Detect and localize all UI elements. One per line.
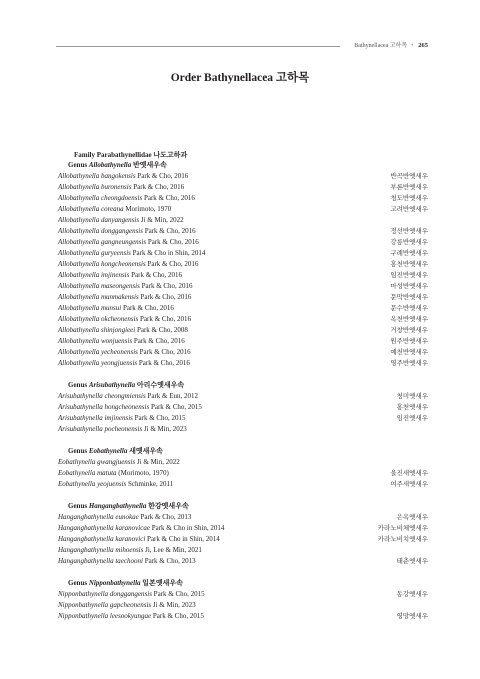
genus-name: Hangangbathynella [88, 502, 147, 510]
species-author: Park & Cho, 2015 [150, 403, 202, 411]
species-name: Nipponbathynella gapcheonensis [58, 601, 152, 609]
species-row [58, 303, 428, 314]
species-entry [58, 248, 205, 259]
species-row [58, 589, 428, 600]
species-row [58, 171, 428, 182]
species-entry [58, 325, 188, 336]
species-name: Allobathynella cheongdoensis [58, 194, 143, 202]
species-name: Arisubathynella pocheonensis [58, 425, 143, 433]
species-author: Park & Cho, 2013 [144, 557, 196, 565]
species-row [58, 248, 428, 259]
species-korean-name: 여주새옛새우 [390, 481, 428, 488]
species-name: Nipponbathynella leesookyungae [58, 612, 152, 620]
species-row [58, 226, 428, 237]
species-entry [58, 424, 187, 435]
species-row [58, 468, 428, 479]
genus-heading [58, 578, 428, 589]
genus-section [58, 160, 428, 369]
species-name: Allobathynella coreana [58, 205, 124, 213]
genus-label: Genus [68, 161, 89, 169]
species-entry [58, 479, 173, 490]
species-entry [58, 413, 186, 424]
header-rule [56, 46, 340, 47]
species-name: Allobathynella guryeensis [58, 249, 131, 257]
species-author: Park & Cho, 2008 [136, 326, 188, 334]
species-korean-name: 반곡반옛새우 [390, 173, 428, 180]
species-author: Park & Cho, 2016 [139, 348, 191, 356]
species-korean-name: 카라노비치옛새우 [377, 536, 428, 543]
species-row [58, 182, 428, 193]
genus-korean: 일본옛새우속 [142, 579, 183, 587]
species-author: Morimoto, 1970 [125, 205, 172, 213]
genus-label: Genus [68, 447, 89, 455]
species-author: Park & Cho, 2016 [133, 183, 185, 191]
species-author: Park & Cho, 2016 [131, 271, 183, 279]
species-author: (Morimoto, 1970) [118, 469, 169, 477]
genus-korean: 한강옛새우속 [148, 502, 189, 510]
taxa-list [58, 150, 428, 622]
species-row [58, 336, 428, 347]
species-name: Allobathynella donggangensis [58, 227, 143, 235]
species-author: Ji & Min, 2022 [136, 458, 180, 466]
species-row [58, 457, 428, 468]
species-entry [58, 611, 204, 622]
species-row [58, 600, 428, 611]
species-author: Park & Cho, 2016 [137, 172, 189, 180]
species-author: Schminke, 2011 [127, 480, 174, 488]
species-korean-name: 원주반옛새우 [390, 338, 428, 345]
species-entry [58, 457, 180, 468]
species-korean-name: 예천반옛새우 [390, 349, 428, 356]
species-author: Ji & Min, 2023 [143, 425, 187, 433]
genus-heading [58, 501, 428, 512]
genus-section [58, 446, 428, 490]
species-author: Park & Cho, 2016 [143, 194, 195, 202]
genus-heading [58, 446, 428, 457]
species-entry [58, 545, 202, 556]
species-row [58, 358, 428, 369]
species-row [58, 413, 428, 424]
genus-name: Nipponbathynella [88, 579, 141, 587]
species-author: Park & Cho, 2013 [140, 513, 192, 521]
species-author: Park & Cho, 2015 [153, 590, 205, 598]
species-name: Allobathynella wonjuensis [58, 337, 133, 345]
family-korean: 나도고하과 [153, 151, 188, 159]
species-entry [58, 523, 224, 534]
species-row [58, 204, 428, 215]
species-row [58, 479, 428, 490]
family-heading [58, 150, 428, 160]
genus-korean: 반옛새우속 [132, 161, 167, 169]
species-korean-name: 청도반옛새우 [390, 195, 428, 202]
page-title: Order Bathynellacea 고하목 [170, 72, 310, 84]
species-korean-name: 구례반옛새우 [390, 250, 428, 257]
species-name: Allobathynella munmakensis [58, 293, 139, 301]
species-name: Allobathynella hongcheonensis [58, 260, 146, 268]
genus-korean: 새옛새우속 [129, 447, 163, 455]
species-entry [58, 336, 185, 347]
species-korean-name: 동강옛새우 [396, 591, 428, 598]
species-author: Park & Eun, 2012 [147, 392, 198, 400]
species-korean-name: 임진옛새우 [396, 415, 428, 422]
species-entry [58, 600, 196, 611]
species-row [58, 347, 428, 358]
species-name: Eobathynella yeojuensis [58, 480, 127, 488]
species-author: Park & Cho, 2016 [140, 293, 192, 301]
species-entry [58, 259, 198, 270]
species-name: Eobathynella gwangjuensis [58, 458, 136, 466]
species-name: Hangangbathynella karanovici [58, 535, 146, 543]
species-row [58, 512, 428, 523]
species-korean-name: 홍천옛새우 [396, 404, 428, 411]
species-row [58, 281, 428, 292]
species-korean-name: 강릉반옛새우 [390, 239, 428, 246]
species-name: Allobathynella gangneungensis [58, 238, 147, 246]
genus-name: Arisubathynella [88, 381, 136, 389]
species-name: Arisubathynella cheongmiensis [58, 392, 146, 400]
species-row [58, 314, 428, 325]
species-korean-name: 청미옛새우 [396, 393, 428, 400]
genus-name: Allobathynella [88, 161, 132, 169]
species-entry [58, 534, 220, 545]
species-author: Ji & Min, 2023 [152, 601, 196, 609]
species-korean-name: 영망옛새우 [396, 613, 428, 620]
species-name: Allobathynella munsui [58, 304, 122, 312]
species-author: Park & Cho, 2016 [144, 227, 196, 235]
species-name: Allobathynella maseongensis [58, 282, 140, 290]
species-name: Hangangbathynella mihoensis [58, 546, 144, 554]
page-number: 265 [418, 42, 428, 49]
species-row [58, 391, 428, 402]
species-author: Park & Cho, 2016 [147, 238, 199, 246]
species-entry [58, 171, 188, 182]
species-name: Allobathynella danyangensis [58, 216, 140, 224]
species-entry [58, 292, 191, 303]
species-name: Arisubathynella imjinensis [58, 414, 133, 422]
species-name: Hangangbathynella eunokae [58, 513, 139, 521]
genus-label: Genus [68, 381, 89, 389]
running-title: Bathynellacea 고하목 [354, 43, 408, 49]
species-name: Hangangbathynella taechooni [58, 557, 143, 565]
species-korean-name: 문막반옛새우 [390, 294, 428, 301]
species-entry [58, 182, 184, 193]
species-entry [58, 347, 191, 358]
species-author: Park & Cho, 2016 [133, 337, 185, 345]
species-name: Allobathynella buronensis [58, 183, 132, 191]
species-row [58, 424, 428, 435]
species-author: Park & Cho, 2016 [140, 315, 191, 323]
species-row [58, 292, 428, 303]
species-korean-name: 카라노비체옛새우 [377, 525, 428, 532]
species-name: Allobathynella yecheonensis [58, 348, 138, 356]
species-korean-name: 옥천반옛새우 [390, 316, 428, 323]
family-name: Family Parabathynellidae [74, 151, 152, 159]
species-entry [58, 358, 190, 369]
species-korean-name: 임진반옛새우 [390, 272, 428, 279]
species-author: Park & Cho, 2016 [138, 359, 190, 367]
genus-name: Eobathynella [88, 447, 128, 455]
genus-heading [58, 160, 428, 171]
species-author: Ji & Min, 2022 [140, 216, 184, 224]
species-row [58, 237, 428, 248]
species-entry [58, 589, 205, 600]
species-korean-name: 홍천반옛새우 [390, 261, 428, 268]
header-separator: • [411, 43, 414, 49]
species-row [58, 215, 428, 226]
genus-heading [58, 380, 428, 391]
species-korean-name: 은옥옛새우 [396, 514, 428, 521]
species-entry [58, 402, 202, 413]
genus-korean: 아리수옛새우속 [136, 381, 185, 389]
species-entry [58, 226, 196, 237]
species-name: Allobathynella shinjongieei [58, 326, 136, 334]
species-name: Allobathynella bangokensis [58, 172, 136, 180]
species-author: Ji, Lee & Min, 2021 [145, 546, 202, 554]
species-entry [58, 314, 191, 325]
species-row [58, 545, 428, 556]
species-entry [58, 303, 174, 314]
species-row [58, 523, 428, 534]
species-name: Nipponbathynella donggangensis [58, 590, 152, 598]
species-row [58, 325, 428, 336]
species-author: Park & Cho, 2016 [147, 260, 199, 268]
species-author: Park & Cho in Shin, 2014 [151, 524, 225, 532]
genus-section [58, 380, 428, 435]
species-row [58, 193, 428, 204]
species-korean-name: 부론반옛새우 [390, 184, 428, 191]
species-entry [58, 270, 182, 281]
species-entry [58, 237, 199, 248]
species-name: Arisubathynella hongcheonensis [58, 403, 150, 411]
species-entry [58, 193, 195, 204]
species-korean-name: 마성반옛새우 [390, 283, 428, 290]
species-name: Allobathynella okcheonensis [58, 315, 139, 323]
species-row [58, 259, 428, 270]
species-author: Park & Cho, 2016 [122, 304, 174, 312]
species-entry [58, 204, 171, 215]
species-author: Park & Cho in Shin, 2014 [147, 535, 220, 543]
species-korean-name: 정선반옛새우 [390, 228, 428, 235]
species-row [58, 270, 428, 281]
species-entry [58, 512, 191, 523]
species-korean-name: 거창반옛새우 [390, 327, 428, 334]
species-row [58, 556, 428, 567]
species-author: Park & Cho in Shin, 2014 [132, 249, 206, 257]
species-name: Hangangbathynella karanovicae [58, 524, 150, 532]
species-entry [58, 281, 193, 292]
species-row [58, 534, 428, 545]
species-row [58, 402, 428, 413]
species-korean-name: 문수반옛새우 [390, 305, 428, 312]
species-author: Park & Cho, 2015 [134, 414, 186, 422]
species-korean-name: 고려반옛새우 [390, 206, 428, 213]
species-entry [58, 556, 196, 567]
species-name: Allobathynella imjinensis [58, 271, 130, 279]
species-row [58, 611, 428, 622]
genus-section [58, 501, 428, 567]
species-author: Park & Cho, 2016 [141, 282, 193, 290]
genus-section [58, 578, 428, 622]
genus-label: Genus [68, 579, 89, 587]
species-korean-name: 태춘옛새우 [396, 558, 428, 565]
species-author: Park & Cho, 2015 [152, 612, 204, 620]
species-name: Eobathynella matuta [58, 469, 117, 477]
species-korean-name: 영주반옛새우 [390, 360, 428, 367]
genus-label: Genus [68, 502, 89, 510]
species-entry [58, 215, 184, 226]
species-entry [58, 468, 169, 479]
running-header [354, 40, 428, 49]
species-entry [58, 391, 198, 402]
species-korean-name: 울진새옛새우 [390, 470, 428, 477]
species-name: Allobathynella yeongjuensis [58, 359, 138, 367]
